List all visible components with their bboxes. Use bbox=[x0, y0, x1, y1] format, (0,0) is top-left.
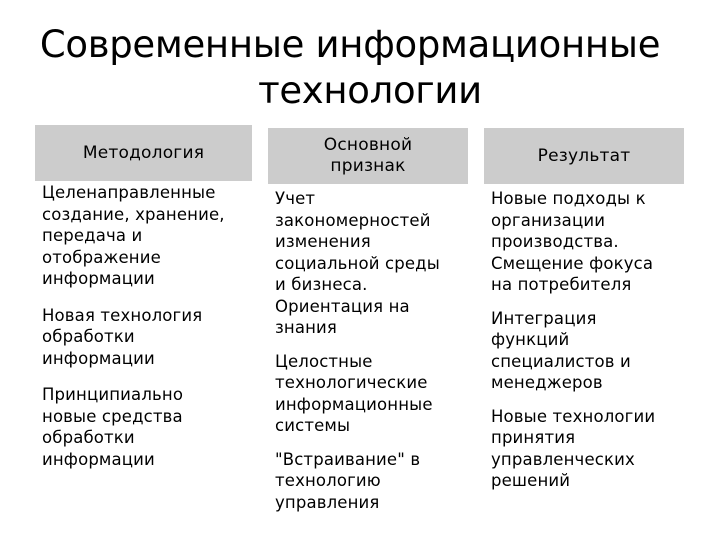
column-items-methodology bbox=[35, 182, 252, 470]
list-item: Новые технологии принятия управленческих решений bbox=[491, 406, 656, 490]
list-item: Учет закономерностей изменения социальной среды и бизнеса. Ориентация на знания bbox=[275, 189, 440, 337]
list-item: Принципиально новые средства обработки информации bbox=[42, 385, 184, 469]
list-item: Целенаправленные создание, хранение, передача и отображение информации bbox=[42, 183, 225, 288]
column-result bbox=[484, 125, 684, 504]
list-item: Новая технология обработки информации bbox=[42, 305, 203, 368]
slide-title-line-1: Современные информационные bbox=[39, 23, 661, 66]
list-item: "Встраивание" в технологию управления bbox=[275, 449, 421, 512]
slide-title bbox=[0, 22, 720, 114]
column-items-main-feature bbox=[268, 188, 468, 513]
column-main-feature bbox=[268, 125, 468, 525]
column-header-methodology: Методология bbox=[35, 125, 252, 181]
slide-title-line-2: технологии bbox=[258, 69, 482, 112]
list-item: Новые подходы к организации производства. Смещение фокуса на потребителя bbox=[491, 189, 654, 294]
list-item: Интеграция функций специалистов и менеджеров bbox=[491, 308, 631, 392]
column-methodology bbox=[35, 125, 252, 485]
column-header-main-feature: Основной признак bbox=[268, 128, 468, 184]
column-items-result bbox=[484, 188, 684, 492]
column-header-result: Результат bbox=[484, 128, 684, 184]
list-item: Целостные технологические информационные системы bbox=[275, 351, 433, 435]
